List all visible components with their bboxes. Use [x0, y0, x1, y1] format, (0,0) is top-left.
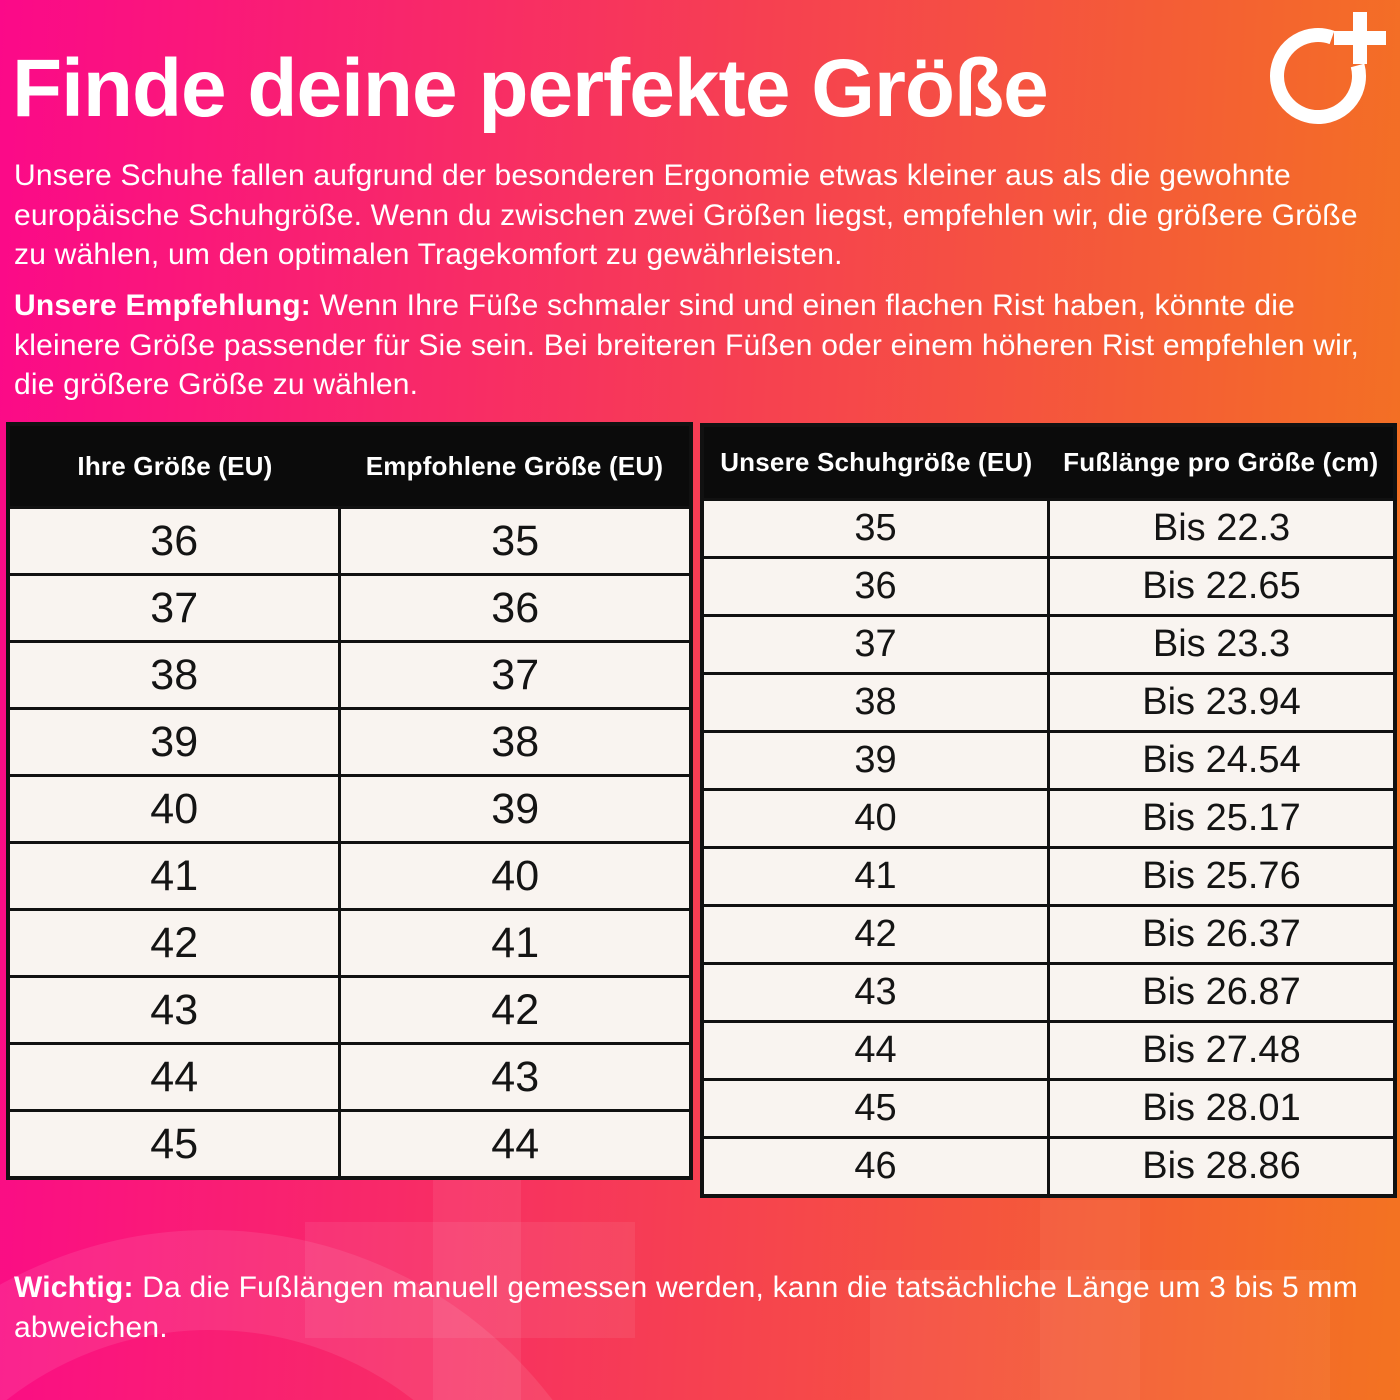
- table-row: [702, 906, 1395, 964]
- table-cell: Bis 28.86: [1049, 1138, 1396, 1197]
- table-row: [702, 790, 1395, 848]
- table-cell: 42: [340, 977, 691, 1044]
- table-row: [8, 977, 691, 1044]
- table-cell: 36: [8, 508, 340, 575]
- table-cell: Bis 25.17: [1049, 790, 1396, 848]
- recommendation-paragraph: [14, 286, 1392, 405]
- table-cell: 45: [8, 1111, 340, 1179]
- table-cell: 43: [8, 977, 340, 1044]
- table-row: [702, 964, 1395, 1022]
- table-cell: 41: [340, 910, 691, 977]
- table-cell: 40: [702, 790, 1049, 848]
- table-cell: 37: [702, 616, 1049, 674]
- column-header-foot-length: Fußlänge pro Größe (cm): [1049, 425, 1396, 500]
- table-cell: 38: [8, 642, 340, 709]
- table-cell: 44: [340, 1111, 691, 1179]
- size-conversion-table: [6, 422, 693, 1180]
- footnote: [14, 1268, 1392, 1347]
- table-cell: 43: [702, 964, 1049, 1022]
- table-cell: 36: [702, 558, 1049, 616]
- table-cell: Bis 23.94: [1049, 674, 1396, 732]
- table-row: [702, 1138, 1395, 1197]
- table-cell: 39: [340, 776, 691, 843]
- table-header-row: [702, 425, 1395, 500]
- table-row: [8, 910, 691, 977]
- table-row: [8, 1044, 691, 1111]
- table-cell: 35: [702, 500, 1049, 558]
- table-cell: Bis 22.65: [1049, 558, 1396, 616]
- table-cell: 38: [702, 674, 1049, 732]
- table-cell: 39: [702, 732, 1049, 790]
- table-cell: 45: [702, 1080, 1049, 1138]
- table-row: [702, 674, 1395, 732]
- table-cell: 46: [702, 1138, 1049, 1197]
- intro-paragraph: Unsere Schuhe fallen aufgrund der besonderen Ergonomie etwas kleiner aus als die gewohnte europäische Schuhgröße. Wenn du zwischen zwei Größen liegst, empfehlen wir, die größere Größe zu wählen, um den optimalen Tragekomfort zu gewährleisten.: [14, 159, 1358, 272]
- table-row: [8, 1111, 691, 1179]
- table-cell: 41: [702, 848, 1049, 906]
- table-row: [8, 575, 691, 642]
- table-cell: 40: [340, 843, 691, 910]
- table-row: [8, 843, 691, 910]
- table-cell: Bis 22.3: [1049, 500, 1396, 558]
- circle-plus-logo-icon: [1256, 10, 1386, 140]
- table-cell: 37: [8, 575, 340, 642]
- table-cell: Bis 28.01: [1049, 1080, 1396, 1138]
- table-row: [702, 848, 1395, 906]
- foot-length-table: [700, 423, 1397, 1198]
- table-cell: 36: [340, 575, 691, 642]
- recommendation-text: Wenn Ihre Füße schmaler sind und einen flachen Rist haben, könnte die kleinere Größe passender für Sie sein. Bei breiteren Füßen oder einem höheren Rist empfehlen wir, die größere Größe zu wählen.: [14, 289, 1360, 402]
- foot-length-table-body: [702, 500, 1395, 1197]
- footnote-text: Da die Fußlängen manuell gemessen werden, kann die tatsächliche Länge um 3 bis 5 mm abweichen.: [14, 1271, 1358, 1344]
- table-cell: 41: [8, 843, 340, 910]
- table-cell: 35: [340, 508, 691, 575]
- column-header-recommended-size: Empfohlene Größe (EU): [340, 424, 691, 508]
- table-cell: 39: [8, 709, 340, 776]
- table-row: [702, 558, 1395, 616]
- table-cell: Bis 27.48: [1049, 1022, 1396, 1080]
- page-title: Finde deine perfekte Größe: [12, 43, 1048, 134]
- table-row: [8, 642, 691, 709]
- table-cell: Bis 26.87: [1049, 964, 1396, 1022]
- column-header-our-shoe-size: Unsere Schuhgröße (EU): [702, 425, 1049, 500]
- footnote-label: Wichtig:: [14, 1271, 134, 1304]
- table-cell: Bis 23.3: [1049, 616, 1396, 674]
- table-cell: 40: [8, 776, 340, 843]
- table-cell: 44: [702, 1022, 1049, 1080]
- recommendation-label: Unsere Empfehlung:: [14, 289, 311, 322]
- table-cell: 44: [8, 1044, 340, 1111]
- table-row: [702, 616, 1395, 674]
- column-header-your-size: Ihre Größe (EU): [8, 424, 340, 508]
- table-header-row: [8, 424, 691, 508]
- table-row: [702, 732, 1395, 790]
- foot-length-table-header: [702, 425, 1395, 500]
- size-conversion-table-body: [8, 508, 691, 1179]
- table-cell: Bis 26.37: [1049, 906, 1396, 964]
- table-row: [702, 500, 1395, 558]
- size-conversion-table-header: [8, 424, 691, 508]
- table-row: [702, 1080, 1395, 1138]
- table-cell: Bis 24.54: [1049, 732, 1396, 790]
- table-cell: 42: [8, 910, 340, 977]
- table-row: [8, 508, 691, 575]
- table-row: [8, 776, 691, 843]
- table-cell: 43: [340, 1044, 691, 1111]
- table-cell: 37: [340, 642, 691, 709]
- table-row: [702, 1022, 1395, 1080]
- table-cell: 42: [702, 906, 1049, 964]
- table-row: [8, 709, 691, 776]
- table-cell: 38: [340, 709, 691, 776]
- table-cell: Bis 25.76: [1049, 848, 1396, 906]
